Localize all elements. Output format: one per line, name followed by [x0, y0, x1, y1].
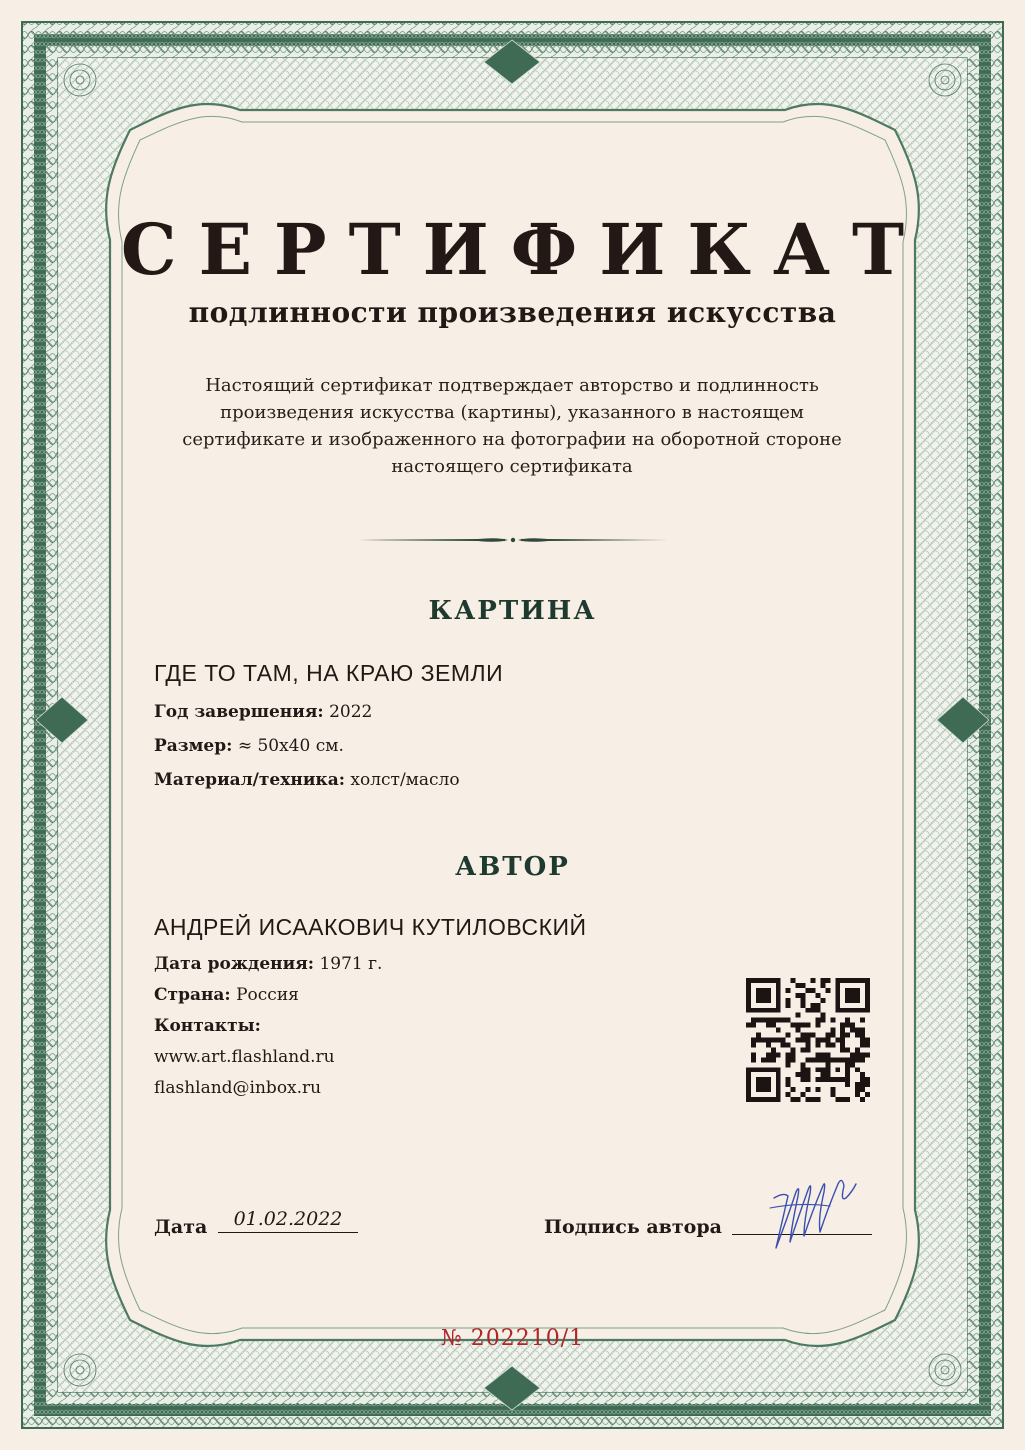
painting-year-value: 2022 [329, 702, 373, 722]
signature-label: Подпись автора [544, 1216, 722, 1238]
painting-size-label: Размер: [154, 736, 233, 756]
painting-material [154, 770, 460, 790]
author-birth-label: Дата рождения: [154, 954, 315, 974]
date-value: 01.02.2022 [218, 1208, 358, 1233]
certificate-number: № 202210/1 [440, 1326, 585, 1351]
painting-heading: КАРТИНА [428, 596, 597, 626]
author-website-link[interactable]: www.art.flashland.ru [154, 1047, 335, 1067]
author-name: АНДРЕЙ ИСААКОВИЧ КУТИЛОВСКИЙ [154, 914, 587, 940]
certificate-subtitle: подлинности произведения искусства [188, 296, 837, 329]
qr-code[interactable] [746, 978, 870, 1102]
painting-year [154, 702, 372, 722]
certificate-title: СЕРТИФИКАТ [120, 208, 927, 291]
author-country-label: Страна: [154, 985, 231, 1005]
painting-size [154, 736, 344, 756]
ornamental-divider [358, 530, 668, 550]
painting-material-value: холст/масло [350, 770, 460, 790]
date-label: Дата [154, 1216, 208, 1238]
intro-paragraph: Настоящий сертификат подтверждает авторство и подлинность произведения искусства (картины), указанного в настоящем сертификате и изображенного на фотографии на оборотной стороне настоящего сертификата [182, 375, 842, 477]
author-contacts-label: Контакты: [154, 1016, 261, 1036]
author-heading: АВТОР [455, 852, 570, 882]
author-signature [760, 1162, 870, 1262]
painting-year-label: Год завершения: [154, 702, 324, 722]
author-email-link[interactable]: flashland@inbox.ru [154, 1078, 322, 1098]
author-birth-value: 1971 г. [319, 954, 383, 974]
author-country [154, 985, 299, 1005]
author-country-value: Россия [236, 985, 299, 1005]
painting-material-label: Материал/техника: [154, 770, 345, 790]
author-birth [154, 954, 382, 974]
author-contacts [154, 1016, 261, 1036]
painting-name: ГДЕ ТО ТАМ, НА КРАЮ ЗЕМЛИ [154, 660, 504, 686]
painting-size-value: ≈ 50х40 см. [237, 736, 344, 756]
